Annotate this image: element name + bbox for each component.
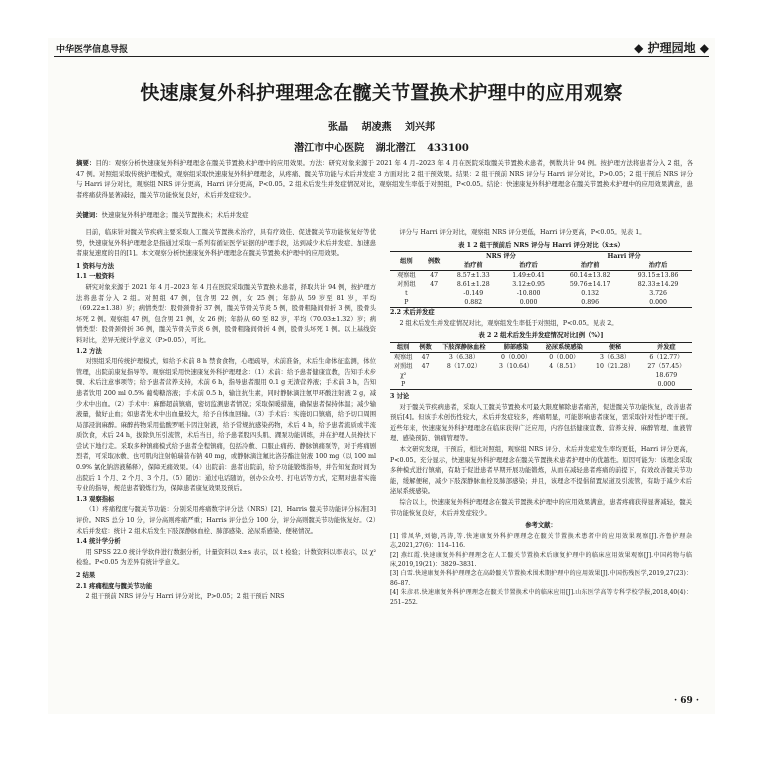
paragraph: 评分与 Harri 评分对比，观察组 NRS 评分更低，Harri 评分更高，P<0.05。见表 1。 bbox=[399, 229, 646, 236]
table1-header-before: 治疗前 bbox=[463, 262, 483, 270]
table-cell bbox=[416, 371, 434, 380]
table-cell: 47 bbox=[430, 272, 439, 280]
table-cell: χ² bbox=[400, 371, 407, 379]
journal-name: 中华医学信息导报 bbox=[56, 45, 129, 55]
table-cell: 3（10.64） bbox=[499, 362, 534, 370]
table-cell: 3.12±0.95 bbox=[512, 281, 545, 289]
table-cell: 1.49±0.41 bbox=[512, 272, 545, 280]
abstract-label: 摘要： bbox=[76, 159, 96, 167]
affiliation: 潜江市中心医院 湖北潜江 433100 bbox=[294, 143, 469, 154]
page-number: · 69 · bbox=[673, 696, 699, 706]
table1-header-n: 例数 bbox=[427, 257, 441, 265]
table-cell: 0.882 bbox=[464, 299, 483, 307]
table-cell: 对照组 bbox=[397, 281, 416, 289]
table-cell: 4（8.51） bbox=[549, 362, 580, 370]
table1-header-after: 治疗后 bbox=[648, 262, 668, 270]
table1-header-group: 组别 bbox=[400, 257, 413, 265]
table-cell bbox=[435, 371, 493, 380]
table-cell: 0.000 bbox=[657, 380, 676, 388]
table-cell bbox=[589, 380, 640, 390]
table1-header-before: 治疗前 bbox=[580, 262, 600, 270]
subsection-heading: 1.4 统计学分析 bbox=[76, 538, 121, 546]
table2 bbox=[390, 342, 692, 390]
table-cell: 观察组 bbox=[393, 353, 413, 361]
table-row bbox=[390, 371, 692, 380]
table-cell: 47 bbox=[430, 281, 439, 289]
table-cell: 对照组 bbox=[393, 362, 413, 370]
left-column bbox=[76, 228, 376, 704]
abstract-text: 目的：观察分析快速康复外科护理理念在髋关节置换术护理中的应用效果。方法：研究对象来源于 2021 年 4 月–2023 年 4 月在医院采取髋关节置换术患者，例数共计 94 例。按护理方法将患者分入 2 组，各 47 例。对照组采取传统护理模式，观察组采取快速康复外科护理理念，从疼痛、髋关节功能与术后并发症 3 方面对比 2 组干预效果。结果：2 组干预前 NRS 评分与 Harri 评分对比，P>0.05；2 组干预后 NRS 评分与 Harri 评分对比，观察组 NRS 评分更高，Harri 评分更高，P<0.05。2 组术后发生并发症情况对比，观察组发生率低于对照组，P<0.05。结论：快速康复外科护理理念在髋关节置换术护理中的应用效果满意，患者疼痛获得显著减轻，髋关节功能恢复良好，术后并发症较少。 bbox=[76, 159, 693, 199]
table-cell: 10（21.28） bbox=[596, 362, 635, 370]
table-row bbox=[390, 298, 692, 308]
paragraph: 综合以上，快速康复外科护理理念在髋关节置换术护理中的应用效果满意，患者疼痛获得显著减轻，髋关节功能恢复良好，术后并发症较少。 bbox=[390, 498, 692, 517]
keywords-text: 快速康复外科护理理念；髋关节置换术；术后并发症 bbox=[101, 211, 249, 219]
table2-header: 肺部感染 bbox=[503, 343, 529, 351]
paragraph: （1）疼痛程度与髋关节功能：分别采用疼痛数字评分法（NRS）[2]、Harris 髋关节功能评分标准[3]评价。NRS 总分 10 分，评分高则疼痛严重；Harris 评分总分 100 分，评分高则髋关节功能恢复好。（2）术后并发症：统计 2 组术后发生下肢深静脉血栓、肺部感染、泌尿系感染、便秘情况。 bbox=[76, 506, 376, 535]
table-cell: 60.14±13.82 bbox=[569, 272, 611, 280]
subsection-heading: 1.1 一般资料 bbox=[76, 273, 115, 281]
table-row bbox=[390, 271, 692, 281]
table-cell bbox=[539, 380, 589, 390]
paragraph: 2 组术后发生并发症情况对比，观察组发生率低于对照组，P<0.05。见表 2。 bbox=[399, 319, 618, 327]
table-row bbox=[390, 352, 692, 362]
table-cell: P bbox=[401, 380, 406, 388]
table-row bbox=[390, 289, 692, 298]
subsection-heading: 2.2 术后并发症 bbox=[390, 309, 435, 317]
table-cell: 3（6.38） bbox=[599, 353, 631, 361]
table-cell bbox=[589, 371, 640, 380]
section-heading: 3 讨论 bbox=[390, 392, 410, 400]
table-cell: 0（0.00） bbox=[501, 353, 532, 361]
table1 bbox=[390, 251, 692, 308]
subsection-heading: 1.2 方法 bbox=[76, 347, 102, 355]
column-name: ◆ 护理园地 ◆ bbox=[634, 41, 709, 55]
table-cell: -0.149 bbox=[463, 290, 484, 298]
table2-caption: 表 2 2 组术后发生并发症情况对比[例（%）] bbox=[478, 332, 604, 340]
table2-header: 泌尿系统感染 bbox=[545, 343, 583, 351]
table-cell: 8（17.02） bbox=[446, 362, 481, 370]
table-cell: t bbox=[405, 290, 408, 298]
table-cell: 47 bbox=[421, 362, 430, 370]
authors: 张晶 胡凌燕 刘兴邦 bbox=[328, 122, 435, 133]
table-cell: 8.57±1.33 bbox=[456, 272, 490, 280]
references-heading: 参考文献： bbox=[525, 522, 557, 530]
table-cell bbox=[423, 289, 446, 298]
paragraph: 研究对象来源于 2021 年 4 月–2023 年 4 月在医院采取髋关节置换术患者，择取共计 94 例，按护理方法将患者分入 2 组。对照组 47 例，包含男 22 例，女 25 例；年龄从 59 岁至 81 岁，平均（69.22±1.38）岁；病情类型：股骨颈骨折 37 例，髋关节骨关节炎 5 例，股骨粗隆间骨折 3 例，股骨头坏死 2 例。观察组 47 例，包含男 21 例，女 26 例；年龄从 60 至 82 岁，平均（70.03±1.32）岁；病情类型：股骨颈骨折 36 例，髋关节骨关节炎 6 例，股骨粗隆间骨折 4 例，股骨头坏死 1 例。以上基线资料对比，差异无统计学意义（P>0.05），可比。 bbox=[76, 283, 376, 344]
keywords-label: 关键词： bbox=[76, 211, 102, 219]
table2-header: 例数 bbox=[419, 343, 432, 351]
table-cell: 3.726 bbox=[649, 290, 667, 298]
paragraph: 对照组采用传统护理模式，如给予术前 8 h 禁食食物，心理疏导，术前准备，术后生命体征监测，体位管理，出院前康复指导等。观察组采用快速康复外科护理理念：（1）术前：给予患者健康宣教，告知手术步骤、术后注意事项等；给予患者营养支持，术前 6 h，指导患者服用 0.1 g 无渣营养液；手术前 3 h，告知患者饮用 200 ml 0.5% 葡萄糖溶液；手术前 0.5 h，输注抗生素，同时静脉滴注氨甲环酸注射液 2 g，减少术中出血。（2）手术中：麻醉超前镇痛，密切监测患者情况；采取保暖措施，确保患者保持体温；减少输液量，做好止血；如患者先术中出血量较大，给予自体血回输。（3）手术后：实施切口镇痛，给予切口周围局部浸润麻醉。麻醉药物采用盐酸罗哌卡因注射液，给予常规抗感染药物，术后 4 h，给予患者流质或半流质饮食，术后 24 h，拔除负压引流管，术后当日，给予患者股四头肌、踝泵功能训练，并在护理人员搀扶下尝试下地行走。采取多种镇痛模式给予患者全程镇痛，包括冷敷、口服止痛药、静脉镇痛泵等，对于疼痛剧烈者，可采取冰敷、也可肌肉注射帕瑞昔布钠 40 mg，或静脉滴注氟比洛芬酯注射液 100 mg（以 100 ml 0.9% 氯化钠溶液稀释），保障无痛效果。（4）出院前：患者出院前，给予功能锻炼指导，并告知复查时间为出院后 1 个月、2 个月、3 个月。（5）随访：通过电话随访，创办公众号、打电话等方式，定期对患者实施专业的指导，规范患者锻炼行为，保障患者康复效果及预后。 bbox=[76, 358, 376, 493]
table2-header: 并发症 bbox=[657, 343, 676, 351]
table-row bbox=[390, 380, 692, 390]
table2-header: 下肢深静脉血栓 bbox=[442, 343, 486, 351]
table-cell bbox=[416, 380, 434, 390]
table-cell: 82.33±14.29 bbox=[637, 281, 679, 289]
table-cell bbox=[493, 371, 539, 380]
table1-header-after: 治疗后 bbox=[519, 262, 538, 270]
table-cell: 8.61±1.28 bbox=[456, 281, 490, 289]
table2-header: 组别 bbox=[397, 343, 410, 351]
table-row bbox=[390, 280, 692, 289]
table-cell: P bbox=[404, 299, 409, 307]
table-cell bbox=[435, 380, 493, 390]
keywords bbox=[76, 210, 693, 220]
section-heading: 1 资料与方法 bbox=[76, 262, 115, 270]
subsection-heading: 1.3 观察指标 bbox=[76, 495, 115, 503]
table-cell: 0.132 bbox=[581, 290, 600, 298]
table-cell: 93.15±13.86 bbox=[637, 272, 679, 280]
table-cell: 0.000 bbox=[649, 299, 667, 307]
table-cell: 3（6.38） bbox=[448, 353, 479, 361]
reference-item: [2] 燕红霞.快速康复外科护理理念在人工髋关节置换术后康复护理中的临床应用效果观察[J].中国药物与临床,2019,19(21)：3829–3831. bbox=[390, 551, 692, 568]
paragraph: 2 组干预前 NRS 评分与 Harri 评分对比，P>0.05；2 组干预后 NRS bbox=[85, 593, 285, 601]
table-cell: 6（12.77） bbox=[649, 353, 684, 361]
reference-item: [3] 白雪.快速康复外科护理理念在高龄髋关节置换术围术期护理中的应用效果[J].中国伤残医学,2019,27(23)：86–87. bbox=[390, 570, 692, 587]
table-cell: -10.800 bbox=[516, 290, 541, 298]
paragraph: 对于髋关节疾病患者，采取人工髋关节置换术可最大限度解除患者痛苦，促进髋关节功能恢复，改善患者预后[4]。但该手术创伤性较大，术后并发症较多，疼痛明显，可能影响患者康复，需采取针对性护理干预。近些年来，快速康复外科护理理念在临床获得广泛应用，内容包括健康宣教、营养支持、麻醉管理、血液管理、感染预防、镇痛管理等。 bbox=[390, 403, 692, 443]
article-title: 快速康复外科护理理念在髋关节置换术护理中的应用观察 bbox=[140, 82, 623, 104]
table1-header-harri: Harri 评分 bbox=[607, 253, 641, 261]
table-cell: 27（57.45） bbox=[647, 362, 686, 370]
table-cell: 0（0.00） bbox=[549, 353, 580, 361]
table-cell bbox=[493, 380, 539, 390]
table1-caption: 表 1 2 组干预前后 NRS 评分与 Harri 评分对比（x̄±s） bbox=[458, 241, 624, 249]
table-cell: 0.000 bbox=[519, 299, 538, 307]
table-cell: 59.76±14.17 bbox=[569, 281, 611, 289]
abstract bbox=[76, 158, 693, 200]
reference-item: [1] 常凤华,刘德,冯涛,等.快速康复外科护理理念在髋关节置换术患者中的应用效果观察[J].齐鲁护理杂志,2021,27(6)：114–116. bbox=[390, 532, 692, 550]
right-column bbox=[390, 228, 692, 704]
table-row bbox=[390, 362, 692, 371]
table1-header-nrs: NRS 评分 bbox=[486, 253, 516, 261]
subsection-heading: 2.1 疼痛程度与髋关节功能 bbox=[76, 582, 153, 590]
paragraph: 用 SPSS 22.0 统计学软件进行数据分析，计量资料以 x̄±s 表示，以 t 检验；计数资料以率表示，以 χ² 检验。P<0.05 为差异有统计学意义。 bbox=[76, 548, 376, 567]
table-cell: 18.679 bbox=[655, 371, 678, 379]
table-cell: 47 bbox=[421, 353, 430, 361]
table-cell: 观察组 bbox=[397, 272, 416, 280]
paragraph: 本文研究发现，干预后，相比对照组，观察组 NRS 评分、术后并发症发生率均更低，Harri 评分更高，P<0.05。充分显示，快速康复外科护理理念在髋关节置换术患者护理中的优越性。原因可能为：该理念采取多种模式进行镇痛，有助于促进患者早期开展功能锻炼，从而在减轻患者疼痛的前提下，有效改善髋关节功能，缓解便秘，减少下肢深静脉血栓及肺部感染；并且，该理念不提倡留置尿道及引流管，有助于减少术后泌尿系统感染。 bbox=[390, 445, 692, 496]
table-cell: 0.896 bbox=[581, 299, 600, 307]
section-heading: 2 结果 bbox=[76, 572, 96, 579]
reference-item: [4] 朱彦君.快速康复外科护理理念在髋关节置换术中的临床应用[J].山东医学高等专科学校学报,2018,40(4)：251–252. bbox=[390, 589, 692, 606]
intro-paragraph: 目前，临床针对髋关节疾病主要采取人工髋关节置换术治疗，具有疗效佳、促进髋关节功能恢复好等优势，快速康复外科护理理念是指通过采取一系列有循证医学证据的护理手段，达到减少术后并发症、加速患者康复速度的目的[1]。本文观察分析快速康复外科护理理念在髋关节置换术护理中的应用效果。 bbox=[76, 229, 376, 258]
header-rule bbox=[54, 56, 709, 57]
table-cell bbox=[423, 298, 446, 308]
journal-page bbox=[48, 38, 715, 714]
table-cell bbox=[539, 371, 589, 380]
table2-header: 便秘 bbox=[608, 343, 622, 351]
